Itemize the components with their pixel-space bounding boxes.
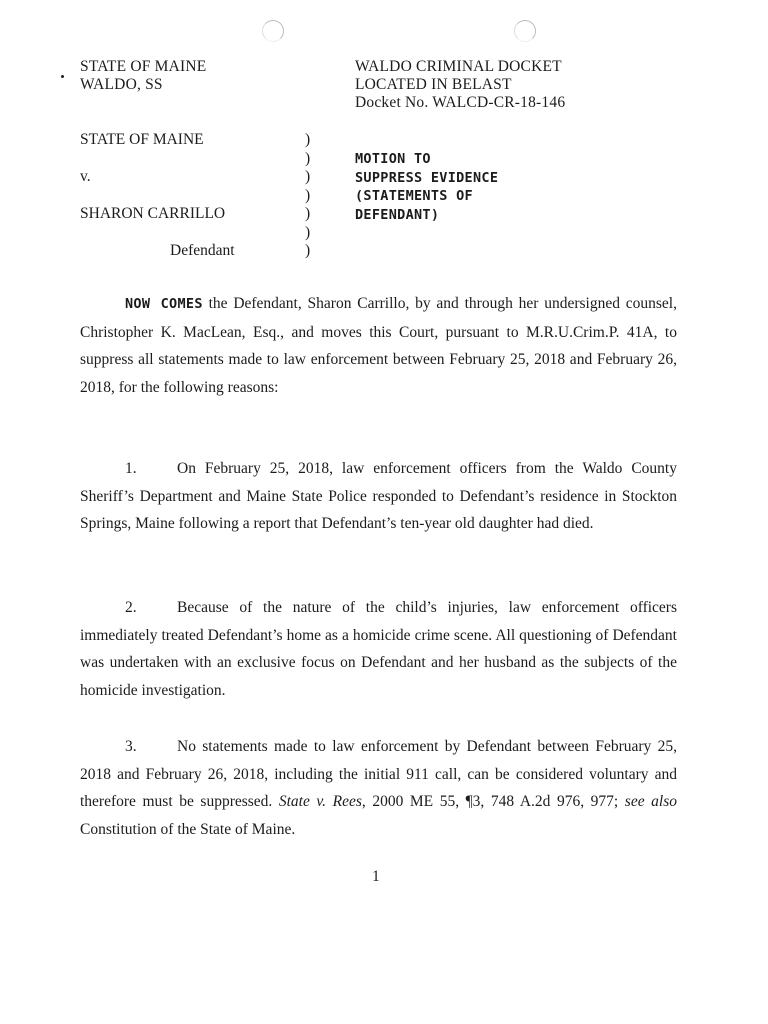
state-line: STATE OF MAINE bbox=[80, 58, 207, 75]
defendant-label: Defendant bbox=[170, 242, 235, 259]
paragraph-number: 2. bbox=[125, 599, 137, 616]
docket-court-line: WALDO CRIMINAL DOCKET bbox=[355, 58, 562, 75]
paragraph-number: 1. bbox=[125, 460, 137, 477]
paragraph-text: On February 25, 2018, law enforcement officers from the Waldo County Sheriff’s Department and Maine State Police responded to Defendant’s residence in Stockton Springs, Maine following a report that Defendant’s ten-year old daughter had died. bbox=[80, 460, 677, 533]
motion-title-line: MOTION TO bbox=[355, 151, 431, 167]
motion-title-line: SUPPRESS EVIDENCE bbox=[355, 169, 499, 186]
docket-location-line: LOCATED IN BELAST bbox=[355, 76, 512, 93]
citation-signal: see also bbox=[624, 793, 677, 811]
paragraph-text: No statements made to law enforcement by Defendant between February 25, 2018 and February 26, 2018, including the initial 911 call, can be considered voluntary and therefore must be suppressed. bbox=[80, 738, 677, 811]
caption-paren: ) bbox=[305, 223, 311, 241]
paragraph-text: Because of the nature of the child’s injuries, law enforcement officers immediately treated Defendant’s home as a homicide crime scene. All questioning of Defendant was undertaken with an exclusive focus on Defendant and her husband as the subjects of the homicide investigation. bbox=[80, 599, 677, 700]
page-number: 1 bbox=[372, 868, 380, 885]
intro-lead: NOW COMES bbox=[125, 296, 203, 312]
punch-hole-mark bbox=[514, 20, 536, 42]
court-header-right bbox=[355, 58, 565, 112]
intro-paragraph bbox=[80, 290, 677, 402]
plaintiff-name: STATE OF MAINE bbox=[80, 131, 204, 148]
numbered-paragraph-3 bbox=[80, 733, 677, 844]
punch-hole-mark bbox=[262, 20, 284, 42]
motion-title-line: DEFENDANT) bbox=[355, 206, 440, 223]
court-header-left bbox=[80, 58, 206, 94]
caption-paren: ) bbox=[305, 242, 311, 259]
numbered-paragraph-1 bbox=[80, 455, 677, 538]
county-line: WALDO, SS bbox=[80, 76, 163, 93]
scan-speck bbox=[61, 75, 64, 78]
docket-number-line: Docket No. WALCD-CR-18-146 bbox=[355, 94, 566, 111]
caption-paren: ) bbox=[305, 168, 311, 185]
motion-title-line: (STATEMENTS OF bbox=[355, 188, 473, 204]
defendant-name: SHARON CARRILLO bbox=[80, 205, 226, 222]
caption-paren: ) bbox=[305, 149, 311, 167]
paragraph-number: 3. bbox=[125, 738, 137, 755]
caption-paren: ) bbox=[305, 186, 311, 204]
citation-text: Constitution of the State of Maine. bbox=[80, 821, 296, 839]
numbered-paragraph-2 bbox=[80, 594, 677, 705]
citation-text: , 2000 ME 55, ¶3, 748 A.2d 976, 977; bbox=[361, 793, 625, 811]
case-citation: State v. Rees bbox=[278, 793, 362, 811]
versus-text: v. bbox=[80, 168, 91, 185]
caption-paren: ) bbox=[305, 205, 311, 222]
motion-title bbox=[355, 150, 498, 224]
intro-text: the Defendant, Sharon Carrillo, by and through her undersigned counsel, Christopher K. MacLean, Esq., and moves this Court, pursuant to M.R.U.Crim.P. 41A, to suppress all statements made to law enforcement between February 25, 2018 and February 26, 2018, for the following reasons: bbox=[80, 295, 677, 397]
caption-paren: ) bbox=[305, 131, 311, 148]
